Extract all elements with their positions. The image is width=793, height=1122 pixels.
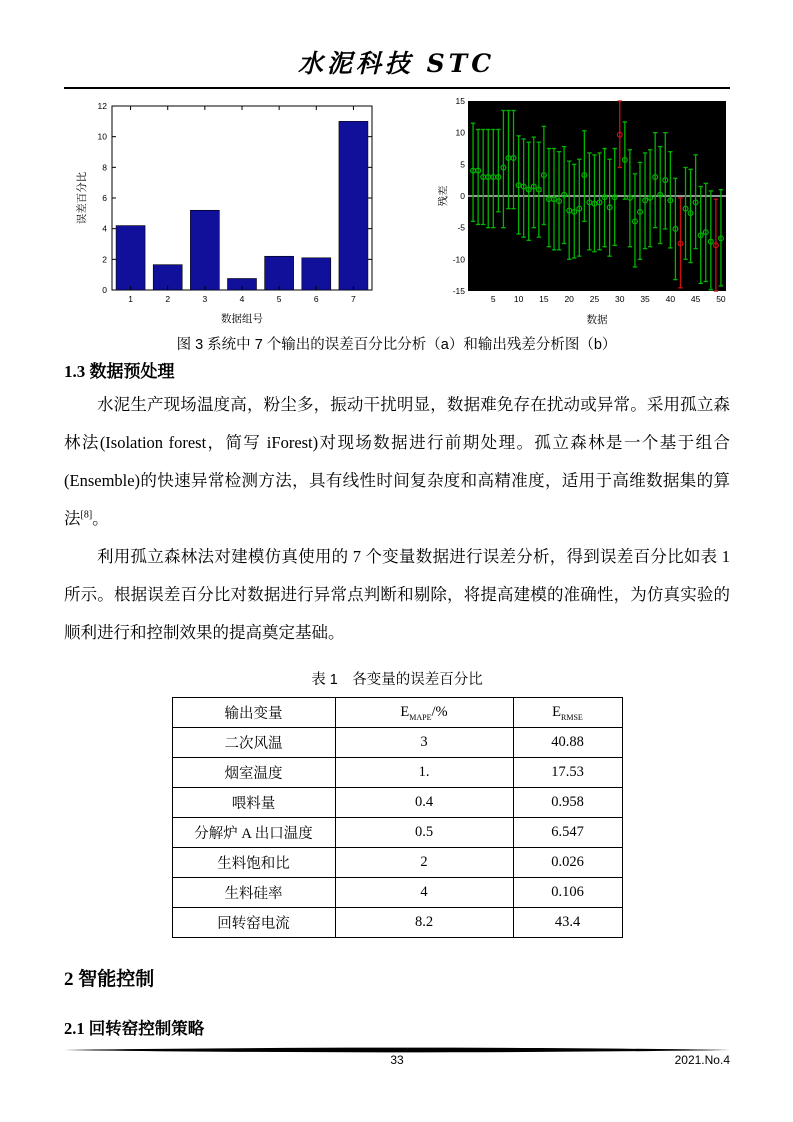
table-title: 表 1 各变量的误差百分比: [311, 672, 483, 688]
footer: [64, 1053, 730, 1069]
svg-text:数据组号: 数据组号: [221, 314, 263, 325]
table-row: 喂料量 0.4 0.958: [172, 788, 622, 818]
journal-title: 水泥科技 STC: [297, 49, 496, 78]
svg-text:10: 10: [455, 127, 465, 138]
error-percentage-table: [172, 697, 623, 938]
error-percentage-bar-chart: [74, 96, 388, 326]
svg-text:50: 50: [716, 294, 726, 304]
svg-text:10: 10: [513, 294, 524, 304]
col-header-output-variable: 输出变量: [172, 698, 335, 728]
svg-text:45: 45: [690, 294, 701, 304]
svg-text:5: 5: [276, 294, 282, 304]
svg-text:15: 15: [539, 294, 549, 304]
svg-text:5: 5: [460, 159, 465, 170]
svg-text:12: 12: [97, 101, 107, 111]
svg-text:4: 4: [239, 294, 245, 304]
svg-text:2: 2: [102, 254, 107, 265]
svg-text:6: 6: [102, 193, 107, 203]
table-row: 生料硅率 4 0.106: [172, 878, 622, 908]
svg-text:4: 4: [102, 223, 107, 234]
svg-text:2: 2: [165, 294, 171, 304]
svg-text:数据: 数据: [586, 315, 608, 326]
svg-text:残差: 残差: [438, 185, 449, 207]
svg-text:20: 20: [564, 294, 574, 304]
svg-text:15: 15: [455, 96, 465, 106]
residual-analysis-chart: [438, 96, 734, 326]
svg-text:误差百分比: 误差百分比: [77, 171, 88, 225]
svg-text:7: 7: [351, 294, 356, 304]
svg-text:40: 40: [665, 294, 676, 304]
svg-text:-15: -15: [452, 286, 465, 296]
col-header-emape: $E_{MAPE}/\%$: [335, 698, 513, 728]
page-number: 33: [390, 1053, 404, 1067]
table-row: 分解炉 A 出口温度 0.5 6.547: [172, 818, 622, 848]
table-row: 生料饱和比 2 0.026: [172, 848, 622, 878]
header-rule: [64, 87, 730, 89]
svg-text:-10: -10: [452, 254, 465, 265]
svg-text:0: 0: [102, 285, 107, 295]
svg-text:30: 30: [615, 294, 625, 304]
section-heading-2-1: 2.1 回转窑控制策略: [64, 1019, 205, 1038]
table-row: 回转窑电流 8.2 43.4: [172, 908, 622, 938]
paragraph-preprocessing: [64, 386, 730, 538]
page-content: [64, 357, 730, 1039]
section-heading-1-3: 1.3 数据预处理: [64, 362, 175, 381]
table-row: 烟室温度 1. 17.53: [172, 758, 622, 788]
figure-caption: 图 3 系统中 7 个输出的误差百分比分析（a）和输出残差分析图（b）: [176, 337, 617, 353]
svg-text:5: 5: [490, 294, 496, 304]
svg-text:-5: -5: [457, 222, 465, 233]
paragraph-1-tail: 。: [92, 509, 109, 528]
svg-text:0: 0: [460, 191, 465, 201]
paragraph-error-analysis: 利用孤立森林法对建模仿真使用的 7 个变量数据进行误差分析，得到误差百分比如表 1 所示。根据误差百分比对数据进行异常点判断和剔除，将提高建模的准确性，为仿真实验的顺利进行和控制效果的提高奠定基础。: [64, 547, 730, 642]
svg-text:10: 10: [97, 131, 107, 142]
issue-label: 2021.No.4: [674, 1053, 730, 1067]
table-row: 二次风温 3 40.88: [172, 728, 622, 758]
reference-mark-8: [8]: [80, 509, 93, 521]
section-heading-2: 2 智能控制: [64, 969, 155, 990]
table-header-row: [172, 698, 622, 728]
col-header-ermse: $E_{RMSE}$: [513, 698, 622, 728]
svg-text:6: 6: [313, 294, 319, 304]
svg-text:8: 8: [102, 162, 107, 173]
svg-text:3: 3: [202, 294, 208, 304]
svg-text:35: 35: [640, 294, 650, 304]
svg-text:25: 25: [589, 294, 600, 304]
svg-text:1: 1: [128, 294, 133, 304]
paragraph-1-text: 水泥生产现场温度高，粉尘多，振动干扰明显，数据难免存在扰动或异常。采用孤立森林法(Isolation forest，简写 iForest)对现场数据进行前期处理。孤立森林是一个基于组合(Ensemble)的快速异常检测方法，具有线性时间复杂度和高精准度，适用于高维数据集的算法: [64, 395, 730, 528]
